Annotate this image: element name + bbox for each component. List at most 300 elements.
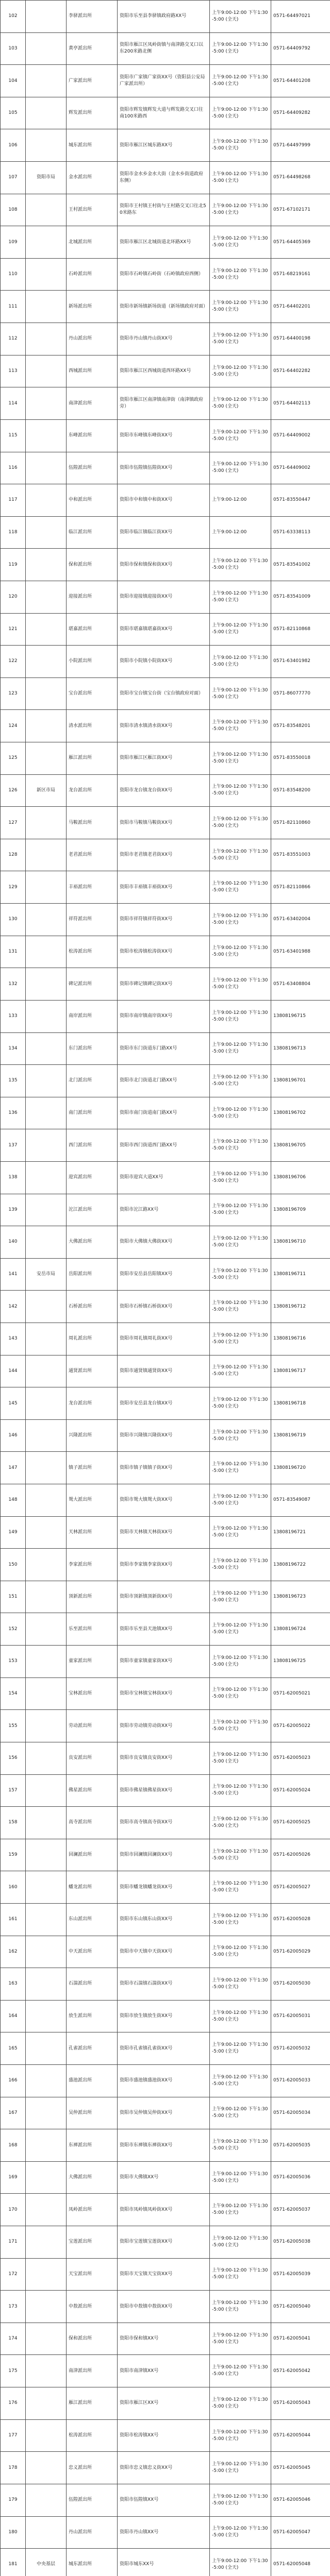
- table-row: [1, 2355, 330, 2387]
- row-number: 107: [1, 162, 26, 194]
- station-address: 资阳市回澜镇回澜街XX号: [118, 1839, 210, 1871]
- table-row: [1, 2161, 330, 2194]
- area-cell: [26, 646, 67, 678]
- table-row: [1, 1323, 330, 1355]
- office-hours: 上午9:00-12:00 下午1:30-5:00 (全天): [210, 1032, 271, 1065]
- station-name: 西门派出所: [67, 1129, 118, 1162]
- phone-number: 0571-62005032: [271, 2032, 330, 2065]
- row-number: 155: [1, 1710, 26, 1742]
- phone-number: 0571-62005047: [271, 2516, 330, 2549]
- table-row: [1, 162, 330, 194]
- row-number: 111: [1, 291, 26, 323]
- row-number: 126: [1, 774, 26, 807]
- station-address: 资阳市劳动镇劳动街XX号: [118, 1710, 210, 1742]
- table-row: [1, 97, 330, 129]
- table-row: [1, 1774, 330, 1807]
- table-row: [1, 2032, 330, 2065]
- station-address: 资阳市大佛镇大佛街XX号: [118, 1226, 210, 1259]
- phone-number: 0571-62005041: [271, 2323, 330, 2355]
- office-hours: 上午9:00-12:00 下午1:30-5:00 (全天): [210, 1129, 271, 1162]
- station-address: 资阳市李家镇李家街XX号: [118, 1549, 210, 1581]
- station-name: 童家派出所: [67, 1646, 118, 1678]
- area-cell: [26, 2032, 67, 2065]
- table-row: [1, 2323, 330, 2355]
- station-address: 资阳市碑记镇碑记街XX号: [118, 968, 210, 1001]
- office-hours: 上午9:00-12:00 下午1:30-5:00 (全天): [210, 2452, 271, 2484]
- office-hours: 上午9:00-12:00 下午1:30-5:00 (全天): [210, 2387, 271, 2420]
- station-address: 资阳市石湍镇石湍街XX号: [118, 1968, 210, 2001]
- area-cell: [26, 1839, 67, 1871]
- row-number: 163: [1, 1968, 26, 2001]
- table-row: [1, 1161, 330, 1194]
- phone-number: 13808196705: [271, 1129, 330, 1162]
- area-cell: [26, 226, 67, 259]
- phone-number: 13808196716: [271, 1323, 330, 1355]
- office-hours: 上午9:00-12:00 下午1:30-5:00 (全天): [210, 226, 271, 259]
- row-number: 141: [1, 1258, 26, 1291]
- phone-number: 0571-62005026: [271, 1839, 330, 1871]
- station-name: 丰裕派出所: [67, 871, 118, 904]
- table-row: [1, 1903, 330, 1936]
- phone-number: 0571-83549087: [271, 1484, 330, 1517]
- row-number: 160: [1, 1871, 26, 1904]
- table-row: [1, 2484, 330, 2516]
- station-address: 资阳市南岸镇南岸街XX号: [118, 1000, 210, 1032]
- office-hours: 上午9:00-12:00 下午1:30-5:00 (全天): [210, 2000, 271, 2032]
- office-hours: 上午9:00-12:00 下午1:30-5:00 (全天): [210, 452, 271, 484]
- office-hours: 上午9:00-12:00 下午1:30-5:00 (全天): [210, 32, 271, 65]
- row-number: 157: [1, 1774, 26, 1807]
- area-cell: [26, 2194, 67, 2226]
- station-address: 资阳市堪嘉镇堪嘉街XX号: [118, 613, 210, 646]
- phone-number: 0571-64498268: [271, 162, 330, 194]
- phone-number: 0571-64409792: [271, 32, 330, 65]
- table-row: [1, 613, 330, 646]
- area-cell: [26, 2387, 67, 2420]
- station-address: 资阳市东门街道东门路XX号: [118, 1032, 210, 1065]
- station-name: 南津派出所: [67, 2355, 118, 2387]
- phone-number: 0571-62005030: [271, 1968, 330, 2001]
- phone-number: 0571-63401982: [271, 646, 330, 678]
- area-cell: [26, 904, 67, 936]
- office-hours: 上午9:00-12:00 下午1:30-5:00 (全天): [210, 1774, 271, 1807]
- station-address: 资阳市南门街道南门路XX号: [118, 1097, 210, 1129]
- phone-number: 13808196710: [271, 1226, 330, 1259]
- office-hours: 上午9:00-12:00 下午1:30-5:00 (全天): [210, 904, 271, 936]
- row-number: 175: [1, 2355, 26, 2387]
- office-hours: 上午9:00-12:00 下午1:30-5:00 (全天): [210, 968, 271, 1001]
- station-name: 佛星派出所: [67, 1774, 118, 1807]
- table-body: [1, 1, 330, 2576]
- phone-number: 13808196709: [271, 1194, 330, 1226]
- station-address: 资阳市雁江区西城街道西环路XX号: [118, 355, 210, 387]
- station-address: 资阳市宝台镇宝台街（宝台镇政府对面）: [118, 677, 210, 710]
- table-row: [1, 1581, 330, 1613]
- station-address: 资阳市安岳县龙台镇XX号: [118, 1387, 210, 1420]
- office-hours: 上午9:00-12:00 下午1:30-5:00 (全天): [210, 1871, 271, 1904]
- phone-number: 0571-62005042: [271, 2355, 330, 2387]
- row-number: 143: [1, 1323, 26, 1355]
- row-number: 174: [1, 2323, 26, 2355]
- table-row: [1, 1646, 330, 1678]
- station-address: 资阳市松涛镇XX号: [118, 2419, 210, 2452]
- station-name: 迎宾派出所: [67, 1161, 118, 1194]
- table-row: [1, 2226, 330, 2259]
- office-hours: 上午9:00-12:00: [210, 484, 271, 517]
- office-hours: 上午9:00-12:00 下午1:30-5:00 (全天): [210, 1807, 271, 1839]
- table-row: [1, 1129, 330, 1162]
- row-number: 128: [1, 839, 26, 871]
- row-number: 171: [1, 2226, 26, 2259]
- row-number: 133: [1, 1000, 26, 1032]
- office-hours: 上午9:00-12:00 下午1:30-5:00 (全天): [210, 936, 271, 968]
- row-number: 115: [1, 419, 26, 452]
- row-number: 176: [1, 2387, 26, 2420]
- station-address: 资阳市宝林镇宝林街XX号: [118, 1677, 210, 1710]
- row-number: 113: [1, 355, 26, 387]
- table-row: [1, 968, 330, 1001]
- row-number: 117: [1, 484, 26, 517]
- table-row: [1, 904, 330, 936]
- row-number: 120: [1, 581, 26, 613]
- table-row: [1, 355, 330, 387]
- station-name: 石岭派出所: [67, 258, 118, 291]
- office-hours: 上午9:00-12:00 下午1:30-5:00 (全天): [210, 258, 271, 291]
- station-address: 资阳市雁江区北城街道北环路XX号: [118, 226, 210, 259]
- area-cell: [26, 2355, 67, 2387]
- station-address: 资阳市迎宾大道XX号: [118, 1161, 210, 1194]
- station-name: 新场派出所: [67, 291, 118, 323]
- table-row: [1, 484, 330, 517]
- station-address: 资阳市新场镇新场街道（新场镇政府对面）: [118, 291, 210, 323]
- area-cell: [26, 2258, 67, 2291]
- office-hours: 上午9:00-12:00 下午1:30-5:00 (全天): [210, 1065, 271, 1097]
- row-number: 150: [1, 1549, 26, 1581]
- station-name: 南岸派出所: [67, 1000, 118, 1032]
- station-address: 资阳市迎接镇迎接街XX号: [118, 581, 210, 613]
- station-name: 鸳大派出所: [67, 1484, 118, 1517]
- station-address: 资阳市佛星镇佛星街XX号: [118, 1774, 210, 1807]
- phone-number: 13808196711: [271, 1258, 330, 1291]
- station-name: 东门派出所: [67, 1032, 118, 1065]
- table-row: [1, 516, 330, 549]
- row-number: 102: [1, 1, 26, 33]
- office-hours: 上午9:00-12:00 下午1:30-5:00 (全天): [210, 581, 271, 613]
- row-number: 169: [1, 2161, 26, 2194]
- area-cell: 新区市局: [26, 774, 67, 807]
- phone-number: 0571-67102171: [271, 194, 330, 226]
- station-name: 石桥派出所: [67, 1291, 118, 1323]
- phone-number: 13808196721: [271, 1516, 330, 1549]
- station-name: 马鞍派出所: [67, 807, 118, 839]
- area-cell: [26, 1323, 67, 1355]
- station-name: 东峰派出所: [67, 419, 118, 452]
- station-address: 资阳市沱江路XX号: [118, 1194, 210, 1226]
- station-name: 天宝派出所: [67, 2258, 118, 2291]
- table-row: [1, 1194, 330, 1226]
- phone-number: 0571-63401988: [271, 936, 330, 968]
- row-number: 166: [1, 2065, 26, 2097]
- station-name: 南门派出所: [67, 1097, 118, 1129]
- row-number: 156: [1, 1742, 26, 1774]
- office-hours: 上午9:00-12:00 下午1:30-5:00 (全天): [210, 355, 271, 387]
- station-name: 小院派出所: [67, 646, 118, 678]
- area-cell: [26, 1291, 67, 1323]
- station-name: 乐至派出所: [67, 1613, 118, 1646]
- area-cell: [26, 677, 67, 710]
- area-cell: [26, 1516, 67, 1549]
- area-cell: [26, 1032, 67, 1065]
- area-cell: [26, 1484, 67, 1517]
- station-name: 保和派出所: [67, 549, 118, 581]
- office-hours: 上午9:00-12:00 下午1:30-5:00 (全天): [210, 323, 271, 355]
- station-address: 资阳市宝莲镇宝莲街XX号: [118, 2226, 210, 2259]
- phone-number: 13808196722: [271, 1549, 330, 1581]
- area-cell: [26, 2226, 67, 2259]
- row-number: 145: [1, 1387, 26, 1420]
- table-row: [1, 2291, 330, 2323]
- station-address: 资阳市小院镇小院街XX号: [118, 646, 210, 678]
- station-name: 良安派出所: [67, 1742, 118, 1774]
- row-number: 180: [1, 2516, 26, 2549]
- phone-number: 0571-62005034: [271, 2097, 330, 2129]
- row-number: 152: [1, 1613, 26, 1646]
- office-hours: 上午9:00-12:00 下午1:30-5:00 (全天): [210, 1903, 271, 1936]
- station-name: 堪嘉派出所: [67, 613, 118, 646]
- station-address: 资阳市盛池镇盛池街XX号: [118, 2065, 210, 2097]
- phone-number: 0571-62005037: [271, 2194, 330, 2226]
- station-name: 丹山派出所: [67, 323, 118, 355]
- station-name: 李家派出所: [67, 1549, 118, 1581]
- row-number: 151: [1, 1581, 26, 1613]
- row-number: 158: [1, 1807, 26, 1839]
- phone-number: 0571-62005040: [271, 2291, 330, 2323]
- row-number: 112: [1, 323, 26, 355]
- phone-number: 13808196725: [271, 1646, 330, 1678]
- station-address: 资阳市广家镇广家街XX号（资阳县公安局广家派出所）: [118, 65, 210, 97]
- area-cell: [26, 1452, 67, 1484]
- station-name: 周礼派出所: [67, 1323, 118, 1355]
- station-address: 资阳市孔雀镇孔雀街XX号: [118, 2032, 210, 2065]
- station-name: 宝莲派出所: [67, 2226, 118, 2259]
- table-row: [1, 2516, 330, 2549]
- phone-number: 13808196701: [271, 1065, 330, 1097]
- station-name: 碑记派出所: [67, 968, 118, 1001]
- station-address: 资阳市城东XX号: [118, 2549, 210, 2576]
- phone-number: 0571-82110868: [271, 613, 330, 646]
- station-name: 吴仲派出所: [67, 2097, 118, 2129]
- station-address: 资阳市雁江区城东路XX号: [118, 129, 210, 162]
- station-name: 辉发派出所: [67, 97, 118, 129]
- station-name: 雁江派出所: [67, 742, 118, 775]
- area-cell: [26, 1097, 67, 1129]
- area-cell: [26, 2129, 67, 2162]
- station-address: 资阳市吴仲镇吴仲街XX号: [118, 2097, 210, 2129]
- area-cell: [26, 452, 67, 484]
- table-row: [1, 2452, 330, 2484]
- phone-number: 0571-86077770: [271, 677, 330, 710]
- phone-number: 0571-83548201: [271, 710, 330, 742]
- row-number: 130: [1, 904, 26, 936]
- row-number: 136: [1, 1097, 26, 1129]
- phone-number: 0571-64409002: [271, 452, 330, 484]
- office-hours: 上午9:00-12:00 下午1:30-5:00 (全天): [210, 1355, 271, 1387]
- table-row: [1, 742, 330, 775]
- station-address: 资阳市良安镇良安街XX号: [118, 1742, 210, 1774]
- table-row: [1, 2065, 330, 2097]
- station-address: 资阳市伍隍镇XX号: [118, 2484, 210, 2516]
- area-cell: [26, 2323, 67, 2355]
- area-cell: [26, 1903, 67, 1936]
- station-address: 资阳市顶新镇顶新街XX号: [118, 1581, 210, 1613]
- row-number: 138: [1, 1161, 26, 1194]
- area-cell: [26, 549, 67, 581]
- office-hours: 上午9:00-12:00 下午1:30-5:00 (全天): [210, 1226, 271, 1259]
- office-hours: 上午9:00-12:00 下午1:30-5:00 (全天): [210, 1710, 271, 1742]
- area-cell: [26, 1774, 67, 1807]
- phone-number: 0571-64401208: [271, 65, 330, 97]
- station-name: 清水派出所: [67, 710, 118, 742]
- station-name: 高寺派出所: [67, 1807, 118, 1839]
- office-hours: 上午9:00-12:00 下午1:30-5:00 (全天): [210, 2484, 271, 2516]
- office-hours: 上午9:00-12:00 下午1:30-5:00 (全天): [210, 387, 271, 420]
- row-number: 161: [1, 1903, 26, 1936]
- area-cell: [26, 97, 67, 129]
- phone-number: 13808196715: [271, 1000, 330, 1032]
- row-number: 106: [1, 129, 26, 162]
- station-name: 宝林派出所: [67, 1677, 118, 1710]
- row-number: 165: [1, 2032, 26, 2065]
- phone-number: 0571-62005039: [271, 2258, 330, 2291]
- phone-number: 13808196720: [271, 1452, 330, 1484]
- area-cell: [26, 1581, 67, 1613]
- row-number: 125: [1, 742, 26, 775]
- station-address: 资阳市蟠龙镇蟠龙街XX号: [118, 1871, 210, 1904]
- station-address: 资阳市高寺镇高寺街XX号: [118, 1807, 210, 1839]
- station-name: 凤岭派出所: [67, 2194, 118, 2226]
- office-hours: 上午9:00-12:00 下午1:30-5:00 (全天): [210, 742, 271, 775]
- phone-number: 0571-68219161: [271, 258, 330, 291]
- station-address: 资阳市临江镇临江街XX号: [118, 516, 210, 549]
- row-number: 170: [1, 2194, 26, 2226]
- row-number: 164: [1, 2000, 26, 2032]
- table-row: [1, 1677, 330, 1710]
- table-row: [1, 129, 330, 162]
- station-name: 东禅派出所: [67, 2129, 118, 2162]
- table-row: [1, 1742, 330, 1774]
- area-cell: [26, 1, 67, 33]
- station-name: 伍隍派出所: [67, 2484, 118, 2516]
- phone-number: 0571-82110866: [271, 871, 330, 904]
- office-hours: 上午9:00-12:00 下午1:30-5:00 (全天): [210, 1452, 271, 1484]
- phone-number: 13808196717: [271, 1355, 330, 1387]
- table-row: [1, 2129, 330, 2162]
- office-hours: 上午9:00-12:00 下午1:30-5:00 (全天): [210, 1000, 271, 1032]
- station-address: 资阳市中和镇中和街XX号: [118, 484, 210, 517]
- row-number: 148: [1, 1484, 26, 1517]
- station-name: 王村派出所: [67, 194, 118, 226]
- area-cell: [26, 1613, 67, 1646]
- phone-number: 13808196706: [271, 1161, 330, 1194]
- table-row: [1, 549, 330, 581]
- table-row: [1, 871, 330, 904]
- area-cell: [26, 258, 67, 291]
- phone-number: 0571-62005028: [271, 1903, 330, 1936]
- phone-number: 0571-83541009: [271, 581, 330, 613]
- office-hours: 上午9:00-12:00 下午1:30-5:00 (全天): [210, 2032, 271, 2065]
- phone-number: 0571-63408804: [271, 968, 330, 1001]
- area-cell: 安岳市局: [26, 1258, 67, 1291]
- row-number: 119: [1, 549, 26, 581]
- phone-number: 0571-62005022: [271, 1710, 330, 1742]
- station-name: 广家派出所: [67, 65, 118, 97]
- area-cell: [26, 1355, 67, 1387]
- area-cell: [26, 1871, 67, 1904]
- row-number: 129: [1, 871, 26, 904]
- phone-number: 0571-62005021: [271, 1677, 330, 1710]
- station-name: 盛池派出所: [67, 2065, 118, 2097]
- row-number: 179: [1, 2484, 26, 2516]
- office-hours: 上午9:00-12:00 下午1:30-5:00 (全天): [210, 2516, 271, 2549]
- station-address: 资阳市雁江区南津镇南津街（南津镇政府旁）: [118, 387, 210, 420]
- station-name: 石湍派出所: [67, 1968, 118, 2001]
- station-name: 劳动派出所: [67, 1710, 118, 1742]
- table-row: [1, 387, 330, 420]
- row-number: 104: [1, 65, 26, 97]
- station-name: 雁江派出所: [67, 2387, 118, 2420]
- office-hours: 上午9:00-12:00 下午1:30-5:00 (全天): [210, 1258, 271, 1291]
- table-row: [1, 646, 330, 678]
- table-row: [1, 1839, 330, 1871]
- office-hours: 上午9:00-12:00 下午1:30-5:00 (全天): [210, 613, 271, 646]
- station-name: 北城派出所: [67, 226, 118, 259]
- phone-number: 0571-64497021: [271, 1, 330, 33]
- phone-number: 0571-62005025: [271, 1807, 330, 1839]
- table-row: [1, 774, 330, 807]
- station-name: 顶新派出所: [67, 1581, 118, 1613]
- station-name: 忠义派出所: [67, 2452, 118, 2484]
- station-name: 回澜派出所: [67, 1839, 118, 1871]
- phone-number: 0571-62005024: [271, 1774, 330, 1807]
- area-cell: [26, 742, 67, 775]
- area-cell: [26, 194, 67, 226]
- area-cell: [26, 968, 67, 1001]
- office-hours: 上午9:00-12:00 下午1:30-5:00 (全天): [210, 97, 271, 129]
- station-address: 资阳市雁江区雁江街XX号: [118, 742, 210, 775]
- station-name: 东山派出所: [67, 1903, 118, 1936]
- station-name: 南津派出所: [67, 387, 118, 420]
- area-cell: [26, 613, 67, 646]
- office-hours: 上午9:00-12:00 下午1:30-5:00 (全天): [210, 1613, 271, 1646]
- phone-number: 0571-63338113: [271, 516, 330, 549]
- area-cell: [26, 65, 67, 97]
- area-cell: [26, 355, 67, 387]
- station-address: 资阳市祥符镇祥符街XX号: [118, 904, 210, 936]
- station-address: 资阳市中敖镇中敖街XX号: [118, 2291, 210, 2323]
- phone-number: 0571-83551003: [271, 839, 330, 871]
- area-cell: [26, 1968, 67, 2001]
- area-cell: [26, 1549, 67, 1581]
- area-cell: [26, 1194, 67, 1226]
- station-address: 资阳市北门街道北门路XX号: [118, 1065, 210, 1097]
- office-hours: 上午9:00-12:00 下午1:30-5:00 (全天): [210, 129, 271, 162]
- row-number: 167: [1, 2097, 26, 2129]
- office-hours: 上午9:00-12:00 下午1:30-5:00 (全天): [210, 807, 271, 839]
- area-cell: [26, 871, 67, 904]
- station-address: 资阳市丰裕镇丰裕街XX号: [118, 871, 210, 904]
- table-row: [1, 65, 330, 97]
- station-name: 龙台派出所: [67, 774, 118, 807]
